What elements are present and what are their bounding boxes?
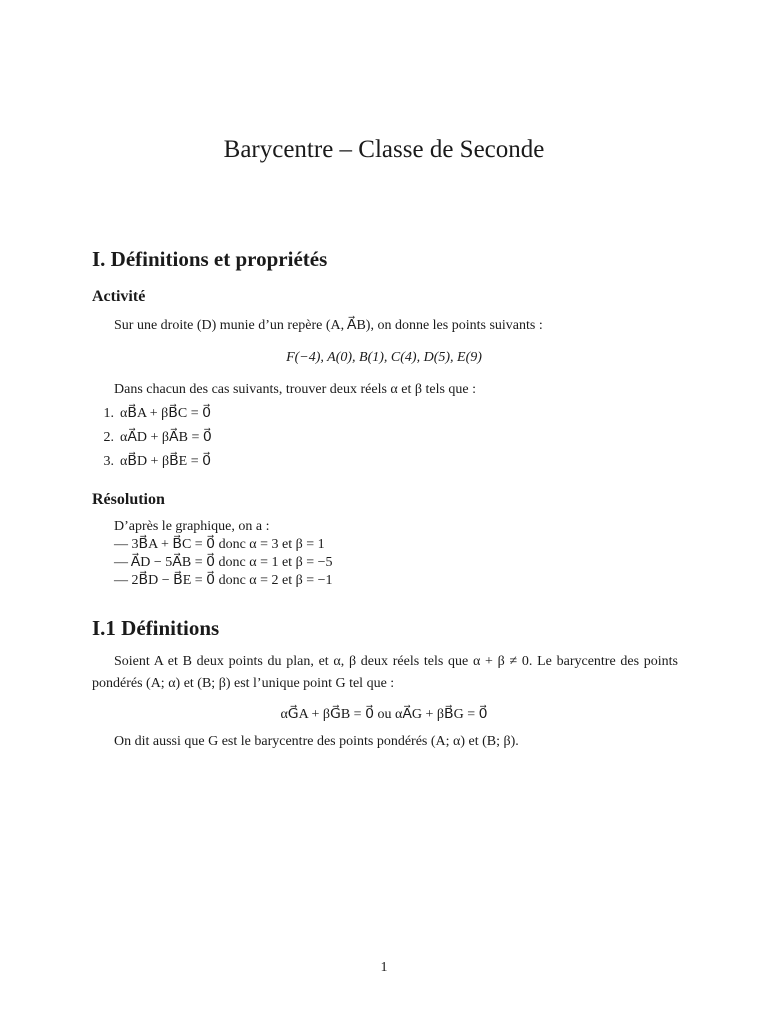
list-item-number: 3. (103, 454, 114, 469)
definition-conclusion: On dit aussi que G est le barycentre des points pondérés (A; α) et (B; β). (114, 734, 519, 749)
resolution-intro: D’après le graphique, on a : (114, 519, 270, 534)
resolution-line: — A⃗D − 5A⃗B = 0⃗ donc α = 1 et β = −5 (114, 555, 333, 570)
section-heading-definitions: I.1 Définitions (92, 616, 220, 640)
page-title: Barycentre – Classe de Seconde (223, 136, 545, 163)
list-item-number: 1. (103, 406, 114, 421)
activite-question: Dans chacun des cas suivants, trouver deux réels α et β tels que : (114, 382, 477, 397)
definition-formula: αG⃗A + βG⃗B = 0⃗ ou αA⃗G + βB⃗G = 0⃗ (280, 707, 488, 722)
definition-paragraph: Soient A et B deux points du plan, et α, β deux réels tels que α + β ≠ 0. Le barycentre des points pondérés (A; α) et (B; β) est l’unique point G tel que : (92, 654, 678, 691)
list-item-text: αB⃗A + βB⃗C = 0⃗ (120, 406, 212, 421)
subsection-heading-resolution: Résolution (92, 491, 165, 508)
resolution-line: — 3B⃗A + B⃗C = 0⃗ donc α = 3 et β = 1 (114, 537, 325, 552)
list-item (92, 426, 212, 450)
points-list: F(−4), A(0), B(1), C(4), D(5), E(9) (286, 350, 482, 365)
subsection-heading-activite: Activité (92, 288, 146, 305)
exercise-list (92, 402, 212, 474)
activite-intro: Sur une droite (D) munie d’un repère (A, A⃗B), on donne les points suivants : (114, 318, 543, 333)
resolution-block (114, 518, 333, 590)
resolution-line: — 2B⃗D − B⃗E = 0⃗ donc α = 2 et β = −1 (114, 573, 333, 588)
list-item (92, 402, 212, 426)
list-item-number: 2. (103, 430, 114, 445)
section-heading-definitions-proprietes: I. Définitions et propriétés (92, 247, 328, 271)
page-number: 1 (380, 960, 388, 975)
list-item-text: αA⃗D + βA⃗B = 0⃗ (120, 430, 212, 445)
list-item-text: αB⃗D + βB⃗E = 0⃗ (120, 454, 212, 469)
list-item (92, 450, 212, 474)
